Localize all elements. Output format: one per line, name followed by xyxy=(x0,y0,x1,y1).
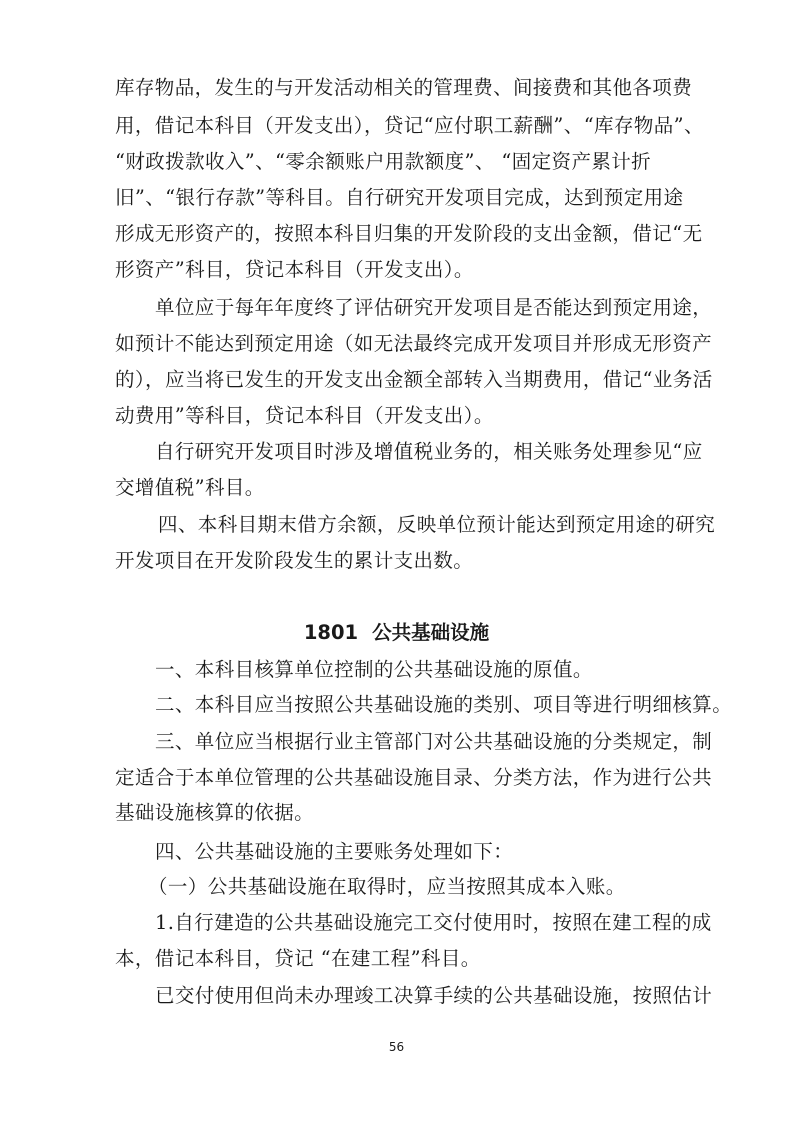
text-line: 定适合于本单位管理的公共基础设施目录、分类方法，作为进行公共 xyxy=(115,766,713,789)
text-line: 旧”、“银行存款”等科目。自行研究开发项目完成，达到预定用途 xyxy=(115,186,684,209)
text-line: 四、本科目期末借方余额，反映单位预计能达到预定用途的研究 xyxy=(158,513,716,536)
text-line: 如预计不能达到预定用途（如无法最终完成开发项目并形成无形资产 xyxy=(115,332,713,355)
text-line: （一）公共基础设施在取得时，应当按照其成本入账。 xyxy=(148,875,626,898)
text-line: 形资产”科目，贷记本科目（开发支出）。 xyxy=(115,258,474,281)
section-heading xyxy=(0,621,793,645)
text-line: 自行研究开发项目时涉及增值税业务的，相关账务处理参见“应 xyxy=(155,440,703,463)
text-line: 四、公共基础设施的主要账务处理如下： xyxy=(155,840,514,863)
text-line: 形成无形资产的，按照本科目归集的开发阶段的支出金额，借记“无 xyxy=(115,222,703,245)
text-line: 单位应于每年年度终了评估研究开发项目是否能达到预定用途， xyxy=(155,296,713,319)
text-line: 用，借记本科目（开发支出），贷记“应付职工薪酬”、“库存物品”、 xyxy=(115,114,704,137)
text-line: 1.自行建造的公共基础设施完工交付使用时，按照在建工程的成 xyxy=(155,911,712,934)
section-title: 公共基础设施 xyxy=(372,621,490,644)
text-line: 库存物品，发生的与开发活动相关的管理费、间接费和其他各项费 xyxy=(115,76,693,99)
text-line: 三、单位应当根据行业主管部门对公共基础设施的分类规定，制 xyxy=(155,730,713,753)
text-line: 基础设施核算的依据。 xyxy=(115,801,315,824)
text-line: 动费用”等科目，贷记本科目（开发支出）。 xyxy=(115,404,494,427)
text-line: 交增值税”科目。 xyxy=(115,476,265,499)
text-line: “财政拨款收入”、“零余额账户用款额度”、 “固定资产累计折 xyxy=(115,150,652,173)
section-code: 1801 xyxy=(303,621,359,644)
text-line: 二、本科目应当按照公共基础设施的类别、项目等进行明细核算。 xyxy=(155,693,733,716)
text-line: 已交付使用但尚未办理竣工决算手续的公共基础设施，按照估计 xyxy=(155,984,713,1007)
text-line: 开发项目在开发阶段发生的累计支出数。 xyxy=(115,549,474,572)
page-number: 56 xyxy=(388,1040,405,1054)
text-line: 的），应当将已发生的开发支出金额全部转入当期费用，借记“业务活 xyxy=(115,368,713,391)
text-line: 本，借记本科目，贷记 “在建工程”科目。 xyxy=(115,947,481,970)
text-line: 一、本科目核算单位控制的公共基础设施的原值。 xyxy=(155,658,593,681)
